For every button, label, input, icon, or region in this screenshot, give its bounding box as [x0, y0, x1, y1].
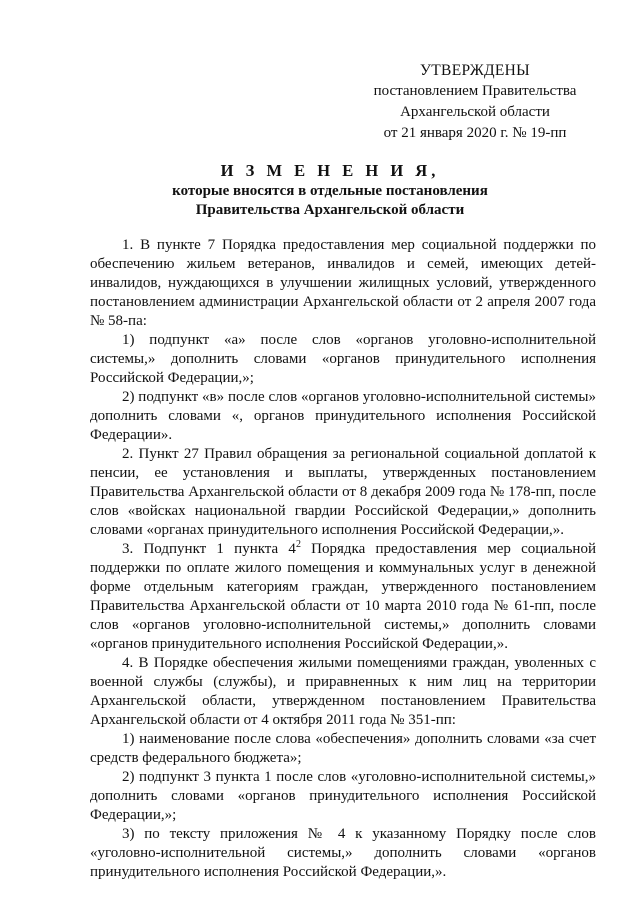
paragraph-4-2: 2) подпункт 3 пункта 1 после слов «уголовно-исполнительной системы,» дополнить словами «органов принудительного исполнения Российской Федерации,»; [90, 769, 596, 823]
paragraph-1: 1. В пункте 7 Порядка предоставления мер социальной поддержки по обеспечению жильем ветеранов, инвалидов и семей, имеющих детей-инвалидов, нуждающихся в улучшении жилищных условий, утвержденного постановлением администрации Архангельской области от 2 апреля 2007 года № 58-па: [90, 237, 596, 329]
approval-line-3: от 21 января 2020 г. № 19-пп [383, 125, 567, 141]
paragraph-2: 2. Пункт 27 Правил обращения за региональной социальной доплатой к пенсии, ее установления и выплаты, утвержденных постановлением Правительства Архангельской области от 8 декабря 2009 года № 178-пп, после слов «войсках национальной гвардии Российской Федерации,» дополнить словами «органах принудительного исполнения Российской Федерации,». [90, 446, 596, 538]
approval-title: УТВЕРЖДЕНЫ [420, 62, 530, 79]
document-heading: И З М Е Н Е Н И Я, [220, 161, 440, 180]
document-title [90, 160, 570, 220]
approval-line-1: постановлением Правительства [373, 83, 577, 99]
approval-stamp [360, 60, 590, 144]
paragraph-4: 4. В Порядке обеспечения жилыми помещениями граждан, уволенных с военной службы (службы), и приравненных к ним лиц на территории Архангельской области, утвержденном постановлением Правительства Архангельской области от 4 октября 2011 года № 351-пп: [90, 655, 596, 728]
paragraph-3-rest: Порядка предоставления мер социальной поддержки по оплате жилого помещения и коммунальных услуг в денежной форме отдельным категориям граждан, утвержденного постановлением Правительства Архангельской области от 10 марта 2010 года № 61-пп, после слов «органов уголовно-исполнительной системы,» дополнить словами «органов принудительного исполнения Российской Федерации,». [90, 541, 596, 652]
document-subheading-2: Правительства Архангельской области [195, 202, 465, 218]
paragraph-4-3: 3) по тексту приложения № 4 к указанному Порядку после слов «уголовно-исполнительной системы,» дополнить словами «органов принудительного исполнения Российской Федерации,». [90, 826, 596, 880]
paragraph-4-1: 1) наименование после слова «обеспечения» дополнить словами «за счет средств федерального бюджета»; [90, 731, 596, 766]
document-body [90, 236, 596, 882]
paragraph-1-2: 2) подпункт «в» после слов «органов уголовно-исполнительной системы» дополнить словами «, органов принудительного исполнения Российской Федерации». [90, 389, 596, 443]
paragraph-3-superscript: 2 [295, 539, 301, 550]
paragraph-3-start: 3. Подпункт 1 пункта 4 [122, 541, 296, 557]
paragraph-3 [90, 540, 596, 654]
paragraph-1-1: 1) подпункт «а» после слов «органов уголовно-исполнительной системы,» дополнить словами «органов принудительного исполнения Российской Федерации,»; [90, 332, 596, 386]
document-subheading-1: которые вносятся в отдельные постановления [172, 183, 488, 199]
approval-line-2: Архангельской области [400, 104, 550, 120]
